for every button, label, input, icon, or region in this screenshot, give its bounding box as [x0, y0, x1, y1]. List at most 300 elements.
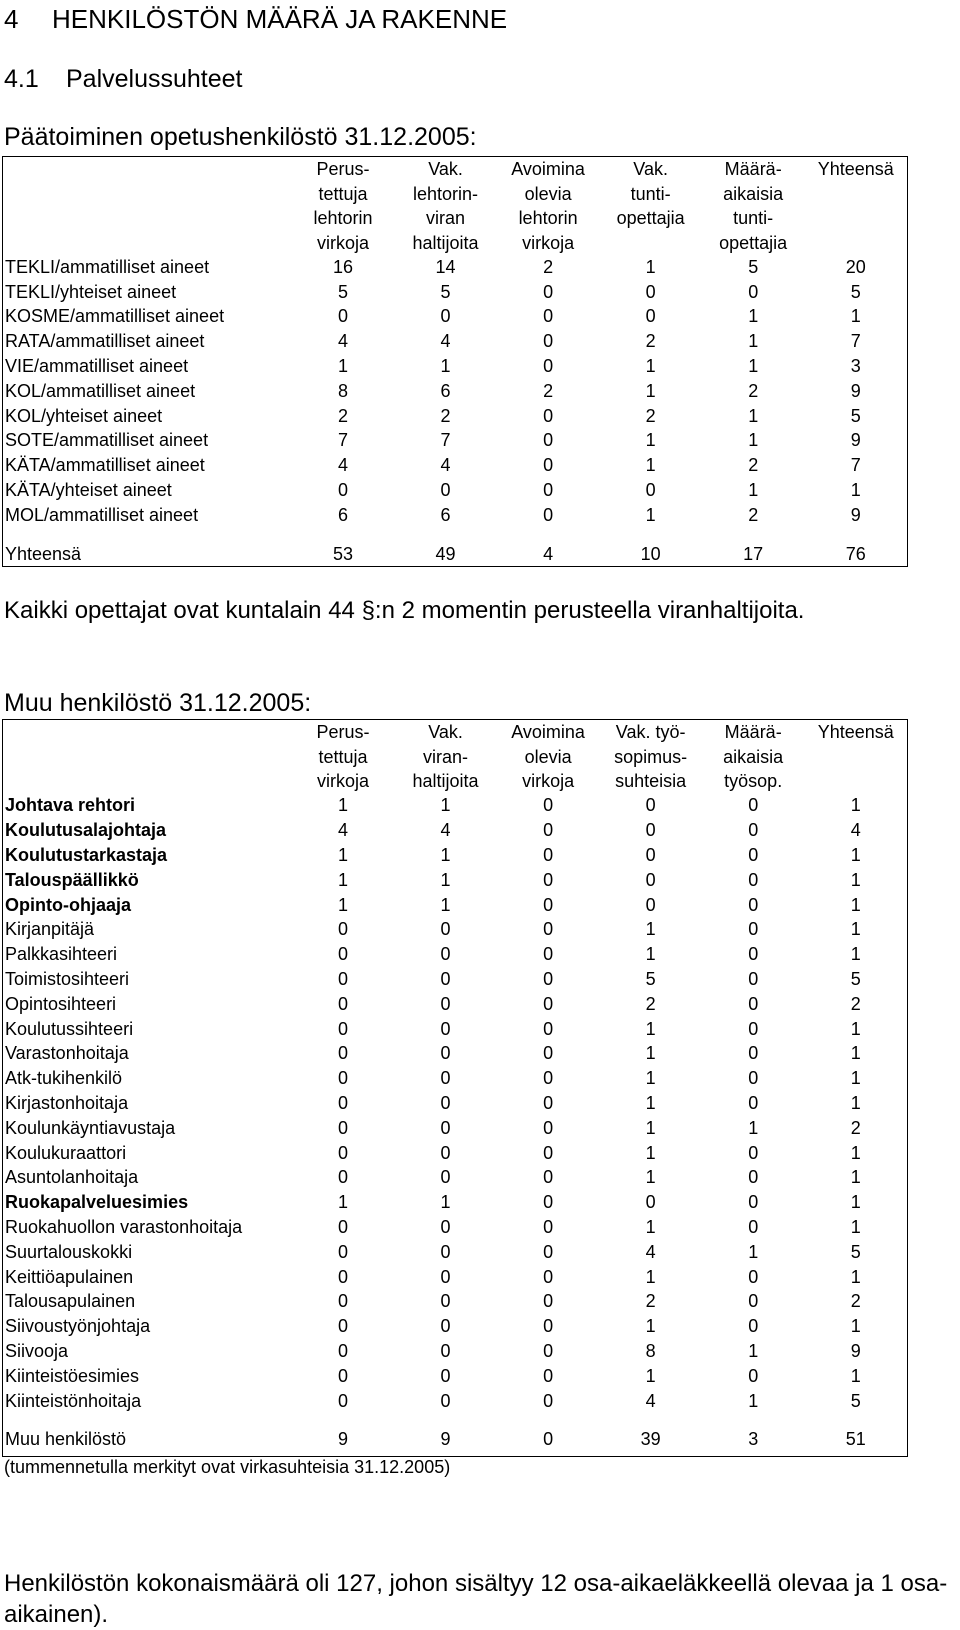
total-cell: 17: [743, 543, 764, 564]
table-cell: 1: [440, 795, 451, 816]
table-cell: 1: [748, 356, 759, 377]
table-cell: 1: [645, 455, 656, 476]
column-header-line: Avoimina: [511, 722, 585, 742]
table-cell: 0: [543, 455, 554, 476]
table-cell: 0: [543, 1340, 554, 1361]
table-cell: 0: [645, 306, 656, 327]
row-label: Opintosihteeri: [5, 993, 117, 1014]
table-header: [3, 157, 907, 255]
row-label: Siivoustyönjohtaja: [5, 1316, 151, 1337]
total-row: [3, 542, 907, 567]
table-cell: 1: [338, 894, 349, 915]
table-cell: 0: [440, 919, 451, 940]
table-row: [3, 429, 907, 454]
table-cell: 0: [748, 1018, 759, 1039]
table-cell: 0: [543, 795, 554, 816]
column-header-line: virkoja: [316, 771, 369, 791]
table-cell: 0: [543, 281, 554, 302]
table-row: [3, 280, 907, 305]
table-cell: 1: [645, 430, 656, 451]
table-cell: 1: [748, 1340, 759, 1361]
table-cell: 0: [543, 1266, 554, 1287]
table-cell: 1: [850, 1092, 861, 1113]
table-cell: 0: [543, 1068, 554, 1089]
row-label: VIE/ammatilliset aineet: [5, 356, 189, 377]
table-cell: 1: [440, 356, 451, 377]
table-cell: 0: [748, 1092, 759, 1113]
table-cell: 0: [645, 869, 656, 890]
column-header-line: Määrä-: [724, 159, 782, 179]
total-cell: 76: [845, 543, 866, 564]
total-cell: 3: [748, 1429, 759, 1450]
table-cell: 1: [338, 869, 349, 890]
section-number: 4: [4, 4, 19, 34]
table-row: [3, 379, 907, 404]
subsection-number: 4.1: [4, 65, 39, 93]
table-cell: 0: [748, 993, 759, 1014]
table-row: [3, 329, 907, 354]
row-label: Koulukuraattori: [5, 1142, 127, 1163]
column-header-line: tettuja: [318, 746, 368, 767]
table-cell: 4: [440, 331, 451, 352]
table-cell: 4: [440, 455, 451, 476]
column-header-line: Määrä-: [724, 722, 782, 742]
table-cell: 1: [645, 1018, 656, 1039]
table-cell: 4: [338, 331, 349, 352]
column-header-line: [804, 206, 907, 231]
table-cell: 0: [748, 894, 759, 915]
table-cell: 0: [338, 480, 349, 501]
table-cell: 1: [850, 480, 861, 501]
table-cell: 1: [850, 919, 861, 940]
table-cell: 0: [440, 1390, 451, 1411]
table-cell: 6: [440, 380, 451, 401]
table-cell: 6: [338, 504, 349, 525]
column-header: [804, 157, 907, 255]
table-cell: 0: [748, 1142, 759, 1163]
total-label: Muu henkilöstö: [5, 1429, 127, 1450]
column-header-line: Avoimina: [511, 159, 585, 179]
row-label: TEKLI/yhteiset aineet: [5, 281, 177, 302]
row-label: Opinto-ohjaaja: [5, 894, 131, 915]
table-cell: 8: [645, 1340, 656, 1361]
column-header: [599, 720, 702, 794]
table1-caption: Päätoiminen opetushenkilöstö 31.12.2005:: [4, 123, 477, 151]
table-row: [3, 478, 907, 503]
closing-paragraph: Henkilöstön kokonaismäärä oli 127, johon sisältyy 12 osa-aikaeläkkeellä olevaa ja 1 osa-aikainen).: [4, 1570, 948, 1628]
column-header-line: Yhteensä: [817, 159, 894, 179]
table-cell: 1: [440, 869, 451, 890]
column-header-line: olevia: [524, 746, 572, 767]
table-row: [3, 942, 907, 967]
table-cell: 0: [338, 993, 349, 1014]
row-label: Talouspäällikkö: [5, 869, 139, 890]
total-cell: 10: [640, 543, 661, 564]
table-cell: 0: [440, 1216, 451, 1237]
table-cell: 0: [440, 1316, 451, 1337]
column-header-line: opettajia: [616, 208, 685, 228]
teaching-staff-table: [2, 156, 908, 567]
table-cell: 0: [645, 795, 656, 816]
table-cell: 0: [748, 1167, 759, 1188]
total-cell: 53: [332, 543, 354, 564]
table-row: [3, 1041, 907, 1066]
table-cell: 0: [543, 1365, 554, 1386]
table-cell: 1: [645, 1068, 656, 1089]
table-row: [3, 305, 907, 330]
table-cell: 1: [645, 1117, 656, 1138]
column-header-line: suhteisia: [615, 771, 687, 791]
row-label: KOSME/ammatilliset aineet: [5, 306, 225, 327]
subsection-title: Palvelussuhteet: [66, 65, 243, 93]
row-label: Koulutussihteeri: [5, 1018, 134, 1039]
column-header-line: [599, 231, 702, 256]
table-header: [3, 720, 907, 794]
column-header: [497, 157, 600, 255]
table-cell: 5: [338, 281, 349, 302]
table-cell: 5: [440, 281, 451, 302]
table-cell: 0: [748, 1216, 759, 1237]
table-cell: 0: [440, 1241, 451, 1262]
table-cell: 0: [645, 844, 656, 865]
table-cell: 0: [440, 993, 451, 1014]
table-cell: 16: [332, 256, 354, 277]
table-cell: 1: [748, 331, 759, 352]
table-cell: 2: [748, 380, 759, 401]
row-label: Suurtalouskokki: [5, 1241, 133, 1262]
other-staff-table: [2, 719, 908, 1457]
table-cell: 0: [440, 968, 451, 989]
table-cell: 1: [645, 1216, 656, 1237]
column-header-line: Vak.: [428, 722, 463, 742]
table-cell: 0: [543, 844, 554, 865]
table-cell: 0: [338, 1117, 349, 1138]
table-cell: 0: [543, 1316, 554, 1337]
table-cell: 0: [543, 993, 554, 1014]
table-row: [3, 503, 907, 528]
table-row: [3, 1265, 907, 1290]
row-label: MOL/ammatilliset aineet: [5, 504, 199, 525]
table-cell: 0: [543, 331, 554, 352]
table-cell: 0: [338, 1018, 349, 1039]
row-label: Keittiöapulainen: [5, 1266, 134, 1287]
table-cell: 0: [748, 869, 759, 890]
table-cell: 0: [748, 968, 759, 989]
table-cell: 0: [338, 1216, 349, 1237]
table-cell: 1: [850, 1142, 861, 1163]
table-cell: 4: [338, 820, 349, 841]
table-cell: 0: [645, 820, 656, 841]
table-cell: 0: [543, 430, 554, 451]
table-cell: 2: [440, 405, 451, 426]
table-cell: 2: [850, 1291, 861, 1312]
table-cell: 0: [338, 1241, 349, 1262]
column-header-line: Perus-: [316, 159, 370, 179]
table-cell: 5: [850, 405, 861, 426]
subsection-heading: [4, 64, 243, 94]
table-cell: 0: [543, 894, 554, 915]
table-cell: 0: [338, 1316, 349, 1337]
table-cell: 2: [850, 1117, 861, 1138]
table-cell: 7: [338, 430, 349, 451]
table-cell: 0: [543, 480, 554, 501]
table-cell: 0: [748, 795, 759, 816]
table-cell: 0: [543, 504, 554, 525]
row-label: Toimistosihteeri: [5, 968, 130, 989]
row-label: Koulutusalajohtaja: [5, 820, 167, 841]
table-cell: 1: [748, 405, 759, 426]
row-label: TEKLI/ammatilliset aineet: [5, 256, 210, 277]
table-cell: 2: [543, 256, 554, 277]
total-cell: 9: [338, 1429, 349, 1450]
table-cell: 1: [440, 894, 451, 915]
table-cell: 1: [850, 1018, 861, 1039]
row-label: Asuntolanhoitaja: [5, 1167, 139, 1188]
table-cell: 0: [543, 968, 554, 989]
table-cell: 0: [543, 1291, 554, 1312]
column-header-line: virkoja: [522, 771, 575, 791]
table-cell: 1: [850, 1216, 861, 1237]
table-cell: 0: [440, 944, 451, 965]
table-cell: 1: [850, 1316, 861, 1337]
table-cell: 0: [645, 894, 656, 915]
row-label: Talousapulainen: [5, 1291, 136, 1312]
table-row: [3, 843, 907, 868]
table-cell: 2: [645, 993, 656, 1014]
table-cell: 0: [338, 1340, 349, 1361]
table-cell: 0: [338, 919, 349, 940]
table-cell: 5: [850, 968, 861, 989]
table-cell: 3: [850, 356, 861, 377]
table-cell: 0: [543, 405, 554, 426]
table-cell: 1: [850, 844, 861, 865]
column-header: [394, 720, 497, 794]
table-row: [3, 868, 907, 893]
table-cell: 1: [748, 430, 759, 451]
column-header-line: [804, 231, 907, 256]
table-cell: 2: [748, 455, 759, 476]
table-cell: 0: [748, 1043, 759, 1064]
table-cell: 9: [850, 1340, 861, 1361]
table-cell: 0: [543, 1192, 554, 1213]
column-header-line: tunti-: [630, 183, 671, 204]
table-cell: 1: [748, 1390, 759, 1411]
table-cell: 5: [645, 968, 656, 989]
table-row: [3, 1314, 907, 1339]
table-cell: 0: [338, 1390, 349, 1411]
table-cell: 0: [338, 944, 349, 965]
table-cell: 1: [850, 1192, 861, 1213]
column-header-line: viran: [426, 208, 466, 228]
teachers-note: Kaikki opettajat ovat kuntalain 44 §:n 2 momentin perusteella viranhaltijoita.: [4, 597, 805, 624]
table-cell: 20: [845, 256, 866, 277]
table-cell: 0: [440, 1340, 451, 1361]
table-cell: 1: [645, 504, 656, 525]
table-cell: 0: [748, 1291, 759, 1312]
table-cell: 1: [748, 480, 759, 501]
table-cell: 0: [748, 944, 759, 965]
table-cell: 0: [748, 1316, 759, 1337]
table-row: [3, 1116, 907, 1141]
table-row: [3, 1240, 907, 1265]
column-header-line: Vak. työ-: [615, 722, 686, 742]
table-cell: 1: [850, 1043, 861, 1064]
table-cell: 0: [338, 1043, 349, 1064]
column-header-line: tunti-: [733, 208, 774, 228]
table-cell: 0: [338, 306, 349, 327]
table2-caption: Muu henkilöstö 31.12.2005:: [4, 689, 312, 717]
row-label: RATA/ammatilliset aineet: [5, 331, 205, 352]
table-cell: 0: [748, 281, 759, 302]
table-row: [3, 1339, 907, 1364]
column-header-line: [804, 745, 907, 770]
row-label: Koulunkäyntiavustaja: [5, 1117, 176, 1138]
table-row: [3, 992, 907, 1017]
table-cell: 0: [543, 944, 554, 965]
table-row: [3, 1017, 907, 1042]
column-header-line: Perus-: [316, 722, 370, 742]
table-cell: 1: [645, 1142, 656, 1163]
row-label: Atk-tukihenkilö: [5, 1068, 123, 1089]
column-header: [599, 157, 702, 255]
table-row: [3, 1066, 907, 1091]
table-cell: 1: [850, 1068, 861, 1089]
table-cell: 1: [645, 944, 656, 965]
table-cell: 0: [748, 919, 759, 940]
table-row: [3, 1389, 907, 1414]
table-cell: 0: [440, 1043, 451, 1064]
table-cell: 1: [338, 795, 349, 816]
table-cell: 7: [440, 430, 451, 451]
column-header-line: Yhteensä: [817, 722, 894, 742]
column-header-line: lehtorin: [518, 208, 578, 228]
table-cell: 1: [440, 844, 451, 865]
table-cell: 0: [338, 1167, 349, 1188]
table-row: [3, 255, 907, 280]
column-header-line: aikaisia: [723, 746, 784, 767]
table-row: [3, 1165, 907, 1190]
table-cell: 1: [850, 1365, 861, 1386]
table-cell: 0: [543, 1018, 554, 1039]
section-heading: [4, 3, 507, 35]
table-cell: 1: [850, 869, 861, 890]
table-row: [3, 893, 907, 918]
table-cell: 4: [645, 1241, 656, 1262]
table-cell: 0: [440, 1291, 451, 1312]
table-cell: 8: [338, 380, 349, 401]
table-cell: 0: [748, 1266, 759, 1287]
table-cell: 14: [435, 256, 456, 277]
table-cell: 1: [645, 1266, 656, 1287]
column-header-line: virkoja: [316, 232, 369, 253]
table-cell: 2: [850, 993, 861, 1014]
table-cell: 2: [543, 380, 554, 401]
table-row: [3, 1364, 907, 1389]
row-label: Varastonhoitaja: [5, 1043, 129, 1064]
table-cell: 0: [748, 1365, 759, 1386]
table-row: [3, 1141, 907, 1166]
table-cell: 1: [748, 1241, 759, 1262]
column-header-line: sopimus-: [614, 746, 688, 767]
row-label: Kirjastonhoitaja: [5, 1092, 129, 1113]
total-cell: 51: [845, 1429, 866, 1450]
table-cell: 0: [440, 1068, 451, 1089]
table-cell: 0: [338, 1266, 349, 1287]
table-row: [3, 1091, 907, 1116]
total-cell: 9: [440, 1429, 451, 1450]
column-header-line: lehtorin: [313, 208, 373, 228]
row-label: Ruokapalveluesimies: [5, 1192, 189, 1213]
column-header-line: virkoja: [522, 232, 575, 253]
table-row: [3, 1289, 907, 1314]
table-cell: 2: [645, 1291, 656, 1312]
table-row: [3, 794, 907, 819]
table-cell: 5: [850, 1390, 861, 1411]
table-cell: 4: [850, 820, 861, 841]
table-cell: 0: [440, 1092, 451, 1113]
table-cell: 5: [850, 281, 861, 302]
total-cell: 4: [543, 543, 554, 564]
total-cell: 39: [640, 1429, 661, 1450]
column-header-line: haltijoita: [412, 771, 479, 791]
table-cell: 1: [338, 1192, 349, 1213]
column-header: [702, 720, 805, 794]
table-cell: 0: [748, 844, 759, 865]
table-cell: 1: [748, 1117, 759, 1138]
table-cell: 1: [850, 894, 861, 915]
table-cell: 1: [850, 1266, 861, 1287]
row-label: Kiinteistöesimies: [5, 1365, 140, 1386]
table-cell: 0: [338, 1068, 349, 1089]
row-label: SOTE/ammatilliset aineet: [5, 430, 209, 451]
column-header-line: haltijoita: [412, 232, 479, 253]
table-row: [3, 1215, 907, 1240]
table-cell: 1: [645, 380, 656, 401]
table-cell: 0: [338, 1365, 349, 1386]
column-header-line: olevia: [524, 183, 572, 204]
row-label: Ruokahuollon varastonhoitaja: [5, 1216, 243, 1237]
table-cell: 0: [543, 1117, 554, 1138]
table-cell: 0: [543, 1043, 554, 1064]
table-cell: 0: [543, 1167, 554, 1188]
table-row: [3, 354, 907, 379]
table-cell: 2: [645, 331, 656, 352]
table-cell: 2: [645, 405, 656, 426]
table-cell: 0: [440, 306, 451, 327]
table-cell: 0: [543, 1092, 554, 1113]
table-row: [3, 453, 907, 478]
table-cell: 2: [338, 405, 349, 426]
table-cell: 0: [645, 1192, 656, 1213]
column-header-line: opettajia: [719, 232, 788, 253]
column-header: [497, 720, 600, 794]
table-row: [3, 1190, 907, 1215]
section-title: HENKILÖSTÖN MÄÄRÄ JA RAKENNE: [52, 4, 508, 34]
row-label: Siivooja: [5, 1340, 69, 1361]
table-cell: 1: [338, 844, 349, 865]
column-header-line: lehtorin-: [413, 183, 479, 204]
column-header: [292, 720, 395, 794]
total-cell: 0: [543, 1429, 554, 1450]
table-cell: 1: [338, 356, 349, 377]
table-cell: 1: [645, 256, 656, 277]
table-cell: 1: [645, 1043, 656, 1064]
table-cell: 0: [543, 820, 554, 841]
table-row: [3, 967, 907, 992]
row-label: KOL/yhteiset aineet: [5, 405, 163, 426]
table-cell: 1: [850, 944, 861, 965]
table-cell: 4: [645, 1390, 656, 1411]
